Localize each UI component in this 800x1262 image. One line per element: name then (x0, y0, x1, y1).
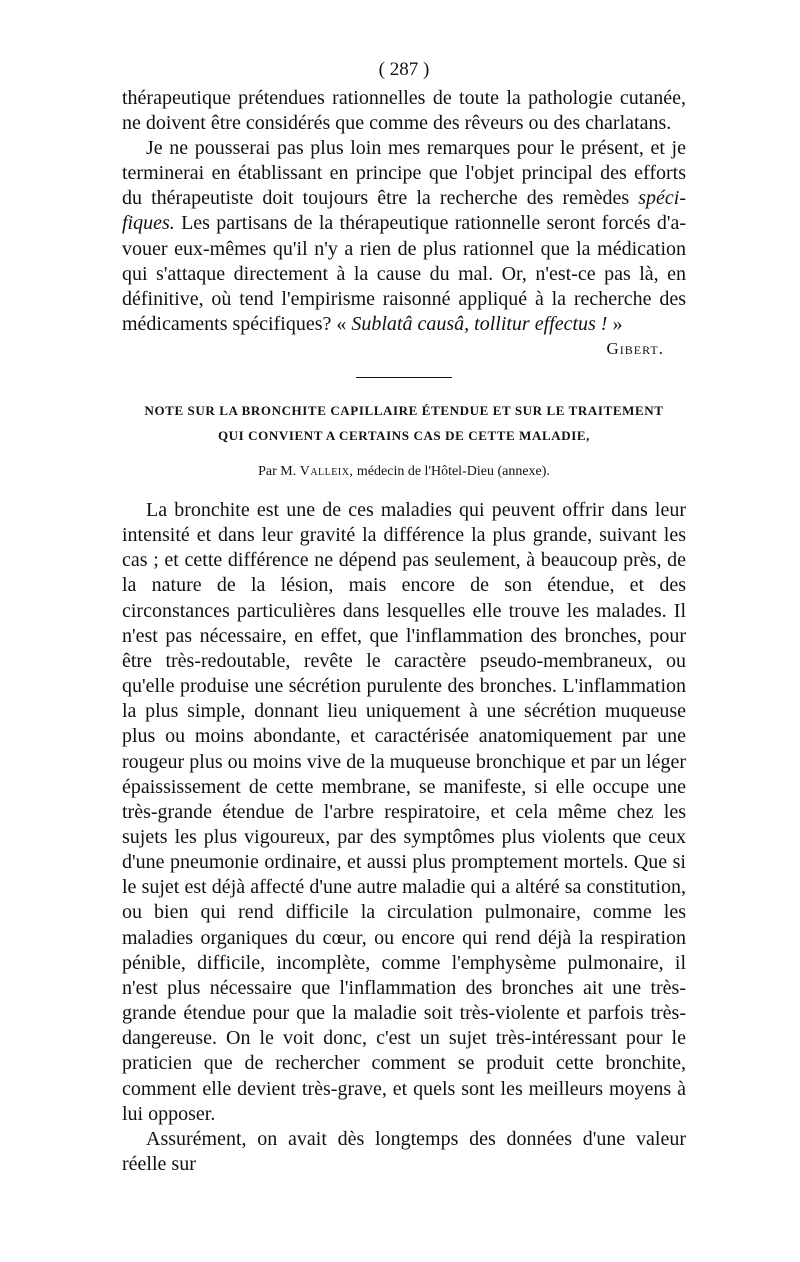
paragraph-2 (122, 136, 686, 337)
note-title-line-2: QUI CONVIENT A CERTAINS CAS DE CETTE MALADIE, (217, 427, 591, 443)
byline-suffix: médecin de l'Hôtel-Dieu (annexe). (356, 463, 550, 479)
note-title (122, 398, 686, 448)
paragraph-1: thérapeutique prétendues rationnelles de toute la pathologie cutanée, ne doivent être considérés que comme des rêveurs ou des charlatans. (122, 87, 686, 135)
byline (122, 462, 686, 482)
page-number: ( 287 ) (378, 59, 430, 80)
paragraph-2-text-b: Les partisans de la thérapeutique rationnelle seront forcés d'avouer eux-mêmes qu'il n'y a rien de plus rationnel que la médication qui s'attaque directement à la cause du mal. Or, n'est-ce pas là, en définitive, où tend l'empirisme raisonné appliqué à la recherche des médicaments spécifiques? « (122, 212, 686, 335)
signature: Gibert. (606, 338, 664, 358)
note-title-line-1: NOTE SUR LA BRONCHITE CAPILLAIRE ÉTENDUE ET SUR LE TRAITEMENT (144, 402, 664, 418)
book-page (122, 58, 686, 1177)
section-divider (356, 377, 452, 378)
paragraph-2-text-a: Je ne pousserai pas plus loin mes remarques pour le présent, et je terminerai en établissant en principe que l'objet principal des efforts du thérapeutiste doit toujours être la recherche des remèdes (122, 137, 686, 210)
byline-author: Valleix, (299, 463, 354, 479)
body-paragraph-1: La bronchite est une de ces maladies qui peuvent offrir dans leur intensité et dans leur gravité la différence la plus grande, suivant les cas ; et cette différence ne dépend pas seulement, à beaucoup près, de la nature de la lésion, mais encore de son étendue, et des circonstances particulières dans lesquelles elle trouve les malades. Il n'est pas nécessaire, en effet, que l'inflammation des bronches, pour être très-redoutable, revête le caractère pseudo-membraneux, ou qu'elle produise une sécrétion purulente des bronches. L'inflammation la plus simple, donnant lieu uniquement à une sécrétion muqueuse plus ou moins abondante, et caractérisée anatomiquement par une rougeur plus ou moins vive de la muqueuse bronchique et par un léger épaississement de cette membrane, se manifeste, si elle occupe une très-grande étendue de l'arbre respiratoire, et cela même chez les sujets les plus vigoureux, par des symptômes plus violents que ceux d'une pneumonie ordinaire, et aussi plus promptement mortels. Que si le sujet est déjà affecté d'une autre maladie qui a altéré sa constitution, ou bien qui rend difficile la circulation pulmonaire, comme les maladies organiques du cœur, ou encore qui rend déjà la respiration pénible, difficile, incomplète, comme l'emphysème pulmonaire, il n'est plus nécessaire que l'inflammation des bronches ait une très-grande étendue pour que la maladie soit très-violente et parfois très-dangereuse. On le voit donc, c'est un sujet très-intéressant pour le praticien que de rechercher comment se produit cette bronchite, comment elle devient très-grave, et quels sont les meilleurs moyens à lui opposer. (122, 498, 686, 1125)
paragraph-2-italic: spécifiques. (122, 187, 686, 235)
paragraph-2-text-c: » (607, 312, 623, 335)
byline-prefix: Par M. (258, 463, 297, 479)
latin-quote: Sublatâ causâ, tollitur effectus ! (351, 312, 608, 335)
body-paragraph-2: Assurément, on avait dès longtemps des données d'une valeur réelle sur (122, 1127, 686, 1175)
article-body (122, 498, 686, 1177)
